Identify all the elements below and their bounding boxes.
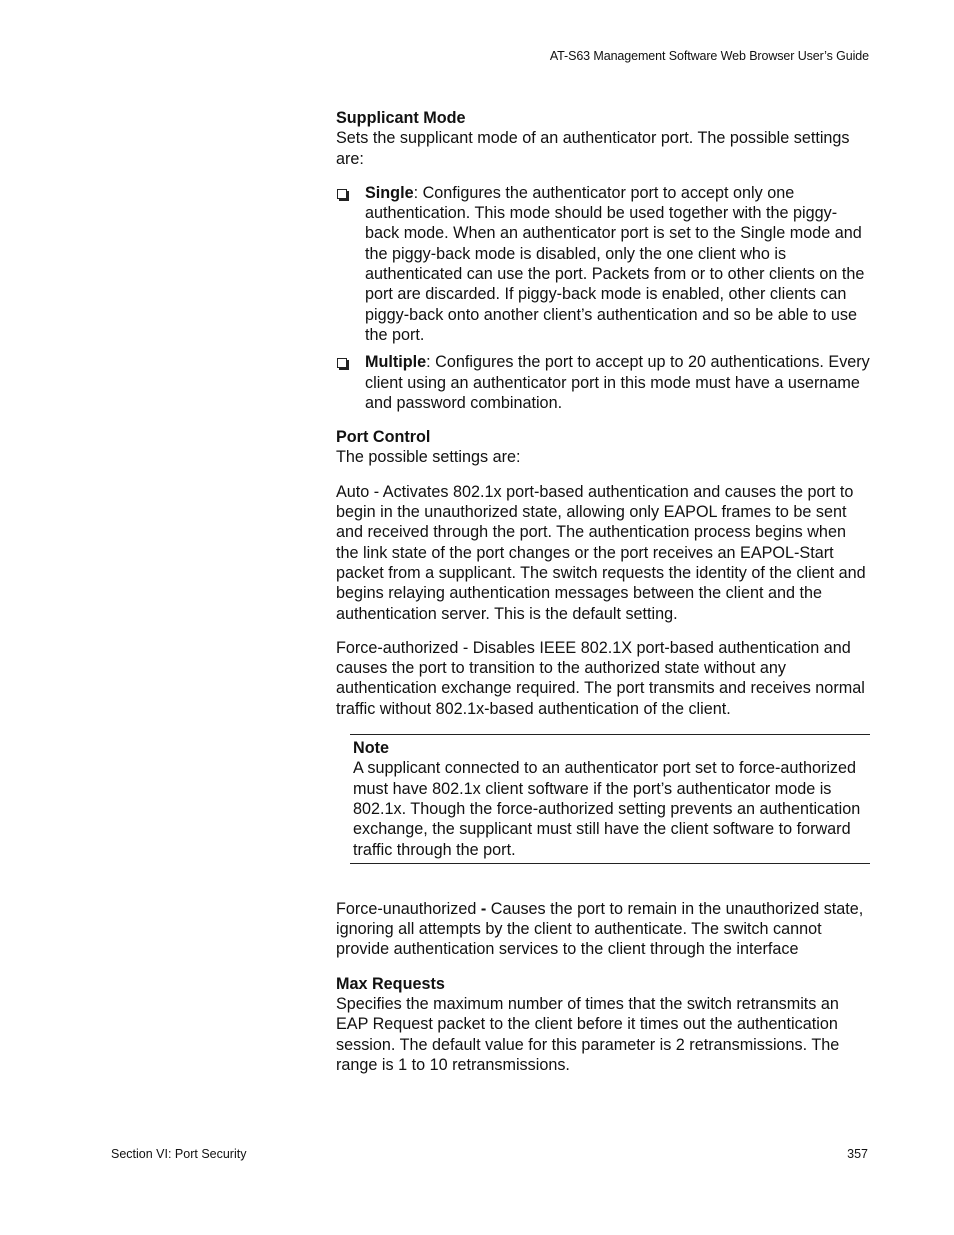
force-unauthorized-text: Causes the port to remain in the unauthorized state, ignoring all attempts by the client to authenticate. The switch cannot provide authentication services to the client through the interface <box>336 899 864 959</box>
supplicant-mode-intro: Sets the supplicant mode of an authenticator port. The possible settings are: <box>336 129 850 168</box>
bullet-text: : Configures the authenticator port to accept only one authentication. This mode should be used together with the piggy-back mode. When an authenticator port is set to the Single mode and the piggy-back mode is disabled, only the one client who is authenticated can use the port. Packets from or to other clients on the port are discarded. If piggy-back mode is enabled, other clients can piggy-back onto another client’s authentication and so be able to use the port. <box>365 183 865 344</box>
footer-section: Section VI: Port Security <box>111 1147 247 1161</box>
list-item <box>336 183 870 345</box>
max-requests-text: Specifies the maximum number of times that the switch retransmits an EAP Request packet to the client before it times out the authentication session. The default value for this parameter is 2 retransmissions. The range is 1 to 10 retransmissions. <box>336 994 840 1074</box>
list-item <box>336 352 870 413</box>
port-control-force-authorized: Force-authorized - Disables IEEE 802.1X port-based authentication and causes the port to transition to the authorized state without any authentication exchange required. The port transmits and receives normal traffic without 802.1x-based authentication of the client. <box>336 638 865 718</box>
checkbox-bullet-icon <box>337 358 347 368</box>
page-header: AT-S63 Management Software Web Browser User’s Guide <box>549 49 869 63</box>
supplicant-mode-heading: Supplicant Mode <box>336 109 466 127</box>
port-control-heading: Port Control <box>336 428 431 447</box>
bullet-term: Single <box>365 183 414 202</box>
port-control-intro: The possible settings are: <box>336 448 521 467</box>
bullet-text: : Configures the port to accept up to 20 authentications. Every client using an authenticator port in this mode must have a username and password combination. <box>365 353 870 412</box>
footer-page-number: 357 <box>847 1147 868 1161</box>
force-unauthorized-dash: - <box>476 899 491 918</box>
force-unauthorized-term: Force-unauthorized <box>336 899 477 918</box>
note-heading: Note <box>353 739 389 758</box>
port-control-auto: Auto - Activates 802.1x port-based authentication and causes the port to begin in the unauthorized state, allowing only EAPOL frames to be sent and received through the port. The authentication process begins when the link state of the port changes or the port receives an EAPOL-Start packet from a supplicant. The switch requests the identity of the client and begins relaying authentication messages between the client and the authentication server. This is the default setting. <box>336 482 866 623</box>
max-requests-heading: Max Requests <box>336 974 445 993</box>
supplicant-mode-list <box>336 183 870 413</box>
note-box <box>350 734 870 864</box>
note-text: A supplicant connected to an authenticator port set to force-authorized must have 802.1x client software if the port’s authenticator mode is 802.1x. Though the force-authorized setting prevents an authentication exchange, the supplicant must still have the client software to forward traffic through the port. <box>353 759 861 859</box>
page-content <box>336 108 870 1075</box>
bullet-term: Multiple <box>365 353 427 372</box>
port-control-force-unauthorized <box>336 899 870 960</box>
checkbox-bullet-icon <box>337 189 347 199</box>
